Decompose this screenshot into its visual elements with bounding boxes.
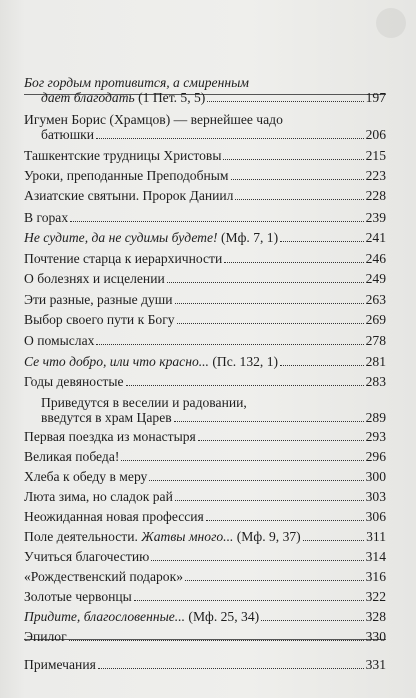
leader-dots [134, 599, 364, 601]
leader-dots [167, 281, 364, 283]
toc-entry-title: Первая поездка из монастыря [24, 429, 196, 444]
toc-entry [24, 112, 386, 142]
toc-entry-reference: (1 Пет. 5, 5) [134, 90, 206, 105]
toc-page-number: 283 [365, 374, 386, 389]
toc-entry-title: О болезнях и исцелении [24, 271, 165, 286]
toc-entry-title: Хлеба к обеду в меру [24, 469, 148, 484]
toc-page-number: 311 [366, 529, 386, 544]
toc-entry-title: О помыслах [24, 333, 95, 348]
toc-page-number: 206 [365, 127, 386, 142]
toc-page-number: 330 [365, 629, 386, 644]
toc-entry [24, 629, 386, 644]
toc-entry [24, 509, 386, 524]
toc-page-number: 296 [365, 449, 386, 464]
toc-entry [24, 210, 386, 225]
leader-dots [223, 158, 363, 160]
toc-entry-title: Приведутся в веселии и радовании, [41, 395, 247, 410]
toc-entry [24, 609, 386, 624]
leader-dots [126, 384, 364, 386]
toc-entry [24, 429, 386, 444]
toc-page-number: 293 [365, 429, 386, 444]
page-ornament [376, 8, 406, 38]
toc-entry [24, 312, 386, 327]
leader-dots [174, 420, 364, 422]
toc-entry [24, 657, 386, 672]
leader-dots [224, 261, 363, 263]
toc-page-number: 241 [365, 230, 386, 245]
toc-entry [24, 549, 386, 564]
toc-entry [24, 333, 386, 348]
toc-entry-title: Люта зима, но сладок рай [24, 489, 173, 504]
leader-dots [98, 667, 364, 669]
toc-page-number: 228 [365, 188, 386, 203]
toc-entry [24, 489, 386, 504]
toc-entry-title: В горах [24, 210, 69, 225]
toc-entry-title-italic: Придите, благословенные... [24, 609, 186, 624]
toc-entry [24, 292, 386, 307]
toc-entry-title: дает благодать [41, 90, 135, 105]
toc-entry [24, 529, 386, 544]
toc-page-number: 197 [365, 90, 386, 105]
leader-dots [280, 240, 363, 242]
toc-page-number: 303 [365, 489, 386, 504]
toc-entry [24, 374, 386, 389]
toc-entry-title: Учиться благочестию [24, 549, 150, 564]
toc-entry-title: Азиатские святыни. Пророк Даниил [24, 188, 234, 203]
toc-entry-title-italic: Не судите, да не судимы будете! [24, 230, 218, 245]
toc-page-number: 239 [365, 210, 386, 225]
toc-entry [24, 168, 386, 183]
toc-entry-title: Поле деятельности. [24, 529, 142, 544]
toc-entry-title: Почтение старца к иерархичности [24, 251, 223, 266]
toc-entry-title: Выбор своего пути к Богу [24, 312, 175, 327]
toc-entry-reference: (Мф. 7, 1) [217, 230, 279, 245]
toc-entry-title: Неожиданная новая профессия [24, 509, 204, 524]
toc-entry [24, 251, 386, 266]
toc-entry-title: введутся в храм Царев [41, 410, 172, 425]
leader-dots [121, 459, 363, 461]
toc-entry-title: Великая победа! [24, 449, 120, 464]
leader-dots [303, 539, 364, 541]
toc-entry-reference: (Пс. 132, 1) [208, 354, 279, 369]
leader-dots [206, 519, 364, 521]
toc-page-number: 328 [365, 609, 386, 624]
toc-entry [24, 230, 386, 245]
leader-dots [175, 302, 364, 304]
toc-page-number: 269 [365, 312, 386, 327]
toc-page-number: 278 [365, 333, 386, 348]
toc-entry [24, 148, 386, 163]
toc-entry [24, 75, 386, 105]
leader-dots [96, 343, 363, 345]
toc-entry-title: Примечания [24, 657, 96, 672]
toc-entry-title: «Рождественский подарок» [24, 569, 183, 584]
toc-entry-title-italic: Се что добро, или что красно... [24, 354, 209, 369]
toc-entry-title: Ташкентские трудницы Христовы [24, 148, 222, 163]
toc-entry-title: Золотые червонцы [24, 589, 132, 604]
leader-dots [185, 579, 364, 581]
toc-entry-title: Эпилог [24, 629, 67, 644]
toc-page-number: 281 [365, 354, 386, 369]
toc-page-number: 246 [365, 251, 386, 266]
leader-dots [198, 439, 364, 441]
toc-entry-title: Эти разные, разные души [24, 292, 173, 307]
toc-page-number: 215 [365, 148, 386, 163]
leader-dots [280, 364, 364, 366]
leader-dots [96, 137, 364, 139]
toc-entry-reference: (Мф. 25, 34) [185, 609, 260, 624]
toc-entry [24, 449, 386, 464]
toc-entry [24, 395, 386, 425]
leader-dots [177, 322, 364, 324]
toc-page-number: 289 [365, 410, 386, 425]
leader-dots [149, 479, 363, 481]
toc-entry-title: Бог гордым противится, а смиренным [24, 75, 249, 90]
toc-entry-title: Годы девяностые [24, 374, 124, 389]
leader-dots [231, 178, 364, 180]
toc-page-number: 314 [365, 549, 386, 564]
toc-entry-title-italic: Жатвы много... [141, 529, 234, 544]
toc-page-number: 322 [365, 589, 386, 604]
toc-entry-title: Уроки, преподанные Преподобным [24, 168, 229, 183]
table-of-contents [24, 75, 386, 672]
leader-dots [175, 499, 364, 501]
leader-dots [207, 100, 363, 102]
leader-dots [151, 559, 363, 561]
toc-page-number: 249 [365, 271, 386, 286]
toc-page-number: 316 [365, 569, 386, 584]
leader-dots [235, 198, 363, 200]
leader-dots [261, 619, 363, 621]
toc-entry-reference: (Мф. 9, 37) [233, 529, 301, 544]
toc-page-number: 263 [365, 292, 386, 307]
toc-entry [24, 589, 386, 604]
toc-entry [24, 469, 386, 484]
toc-entry-title: батюшки [41, 127, 95, 142]
leader-dots [70, 220, 363, 222]
toc-entry [24, 354, 386, 369]
toc-entry [24, 569, 386, 584]
toc-page-number: 223 [365, 168, 386, 183]
leader-dots [69, 639, 364, 641]
toc-entry [24, 188, 386, 203]
toc-entry-title: Игумен Борис (Храмцов) — вернейшее чадо [24, 112, 283, 127]
toc-page-number: 331 [365, 657, 386, 672]
toc-page-number: 300 [365, 469, 386, 484]
toc-page-number: 306 [365, 509, 386, 524]
toc-entry [24, 271, 386, 286]
